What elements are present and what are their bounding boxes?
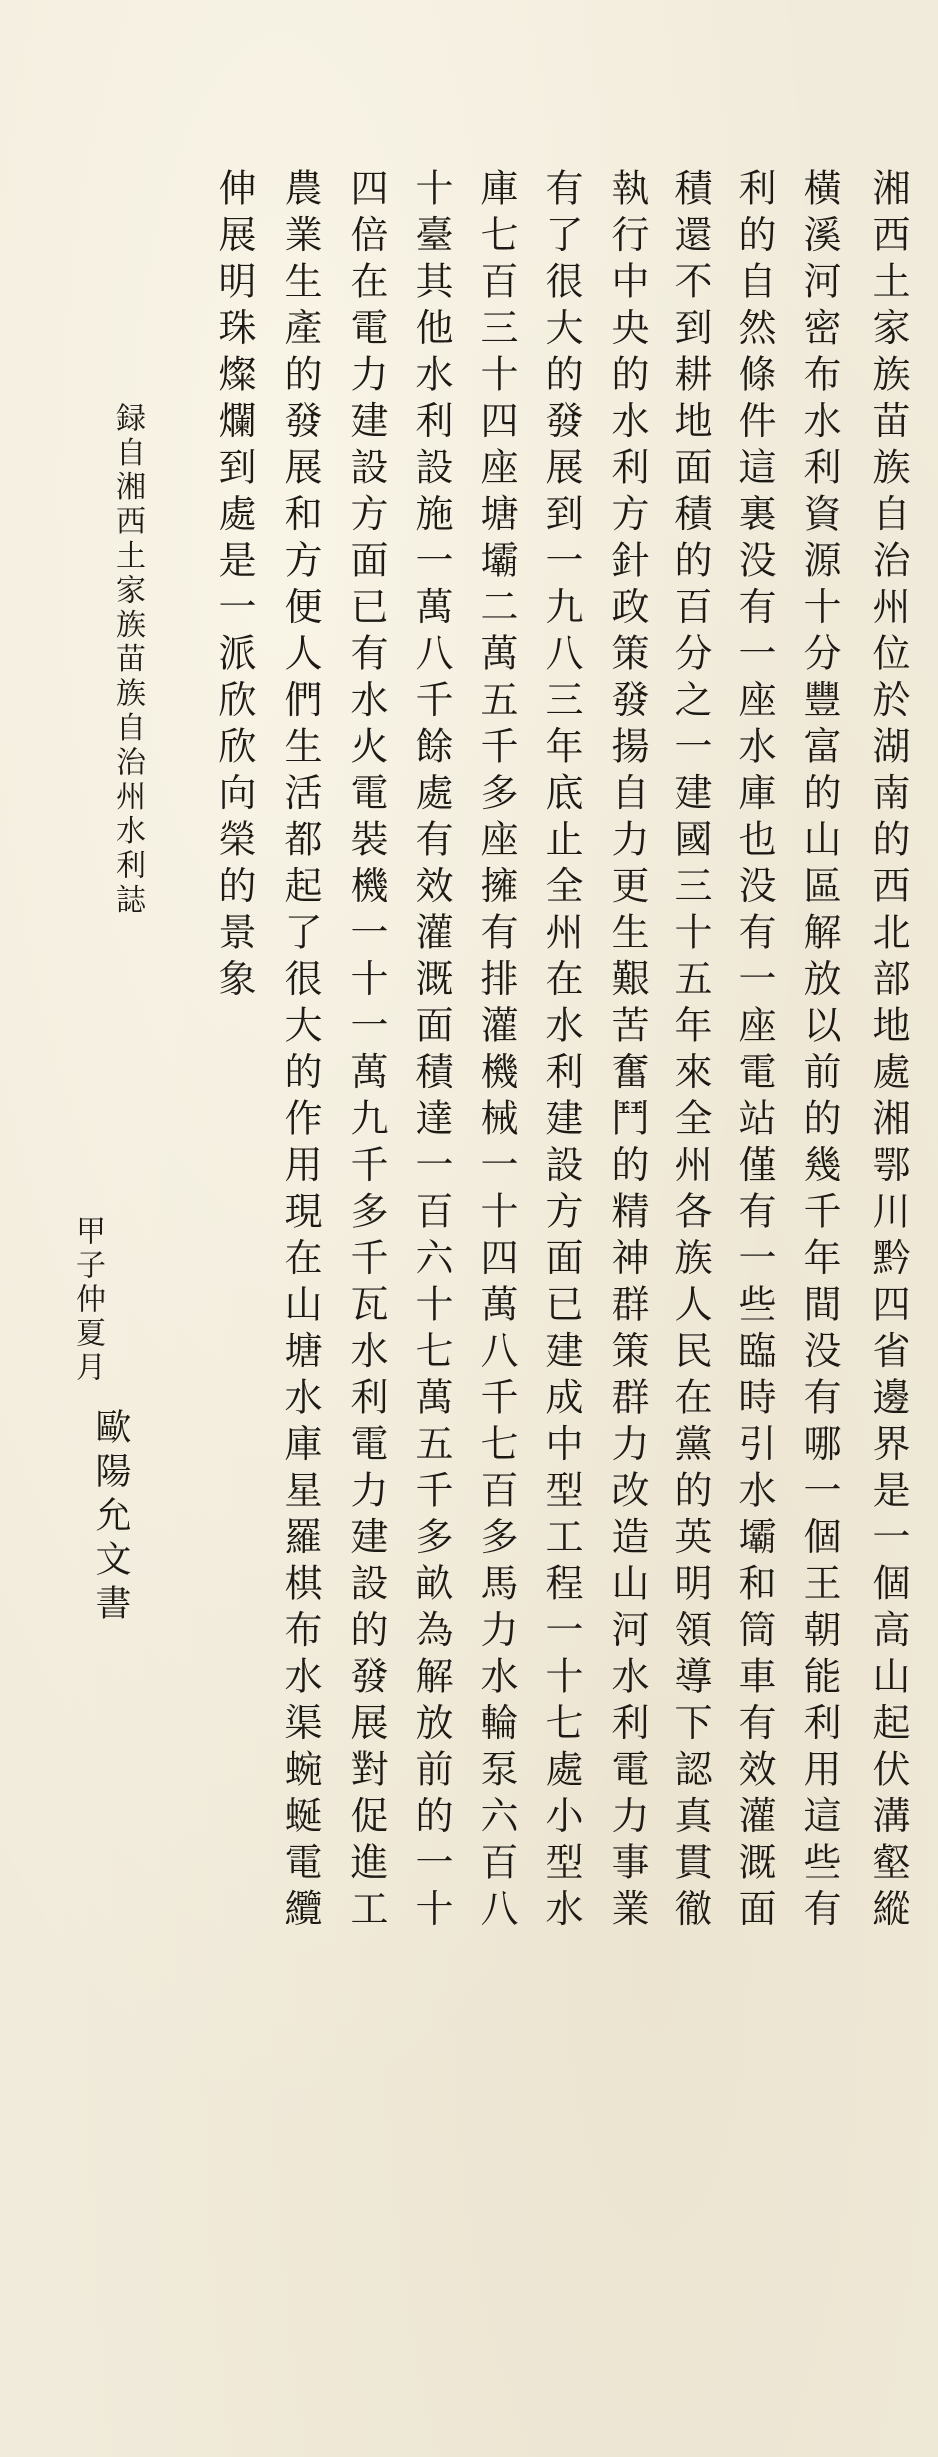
body-column-5: 執行中央的水利方針政策發揚自力更生艱苦奮鬥的精神群策群力改造山河水利電力事業 <box>605 168 649 1935</box>
body-column-10: 農業生產的發展和方便人們生活都起了很大的作用現在山塘水庫星羅棋布水渠蜿蜒電纜 <box>278 168 322 1935</box>
body-column-4: 積還不到耕地面積的百分之一建國三十五年來全州各族人民在黨的英明領導下認真貫徹 <box>668 168 712 1935</box>
body-column-6: 有了很大的發展到一九八三年底止全州在水利建設方面已建成中型工程一十七處小型水 <box>539 168 583 1935</box>
body-column-3: 利的自然條件這裏没有一座水庫也没有一座電站僅有一些臨時引水壩和筒車有效灌溉面 <box>732 168 776 1935</box>
date-note: 甲子仲夏月 <box>70 1215 105 1385</box>
body-column-7: 庫七百三十四座塘壩二萬五千多座擁有排灌機械一十四萬八千七百多馬力水輪泵六百八 <box>474 168 518 1935</box>
source-note: 録自湘西土家族苗族自治州水利誌 <box>110 402 145 918</box>
body-column-2: 橫溪河密布水利資源十分豐富的山區解放以前的幾千年間没有哪一個王朝能利用這些有 <box>797 168 841 1935</box>
body-column-11: 伸展明珠燦爛到處是一派欣欣向榮的景象 <box>212 168 256 1005</box>
body-column-9: 四倍在電力建設方面已有水火電裝機一十一萬九千多千瓦水利電力建設的發展對促進工 <box>344 168 388 1935</box>
signature: 歐陽允文書 <box>90 1408 131 1628</box>
body-column-8: 十臺其他水利設施一萬八千餘處有效灌溉面積達一百六十七萬五千多畝為解放前的一十 <box>409 168 453 1935</box>
body-column-1: 湘西土家族苗族自治州位於湖南的西北部地處湘鄂川黔四省邊界是一個高山起伏溝壑縱 <box>866 168 910 1935</box>
